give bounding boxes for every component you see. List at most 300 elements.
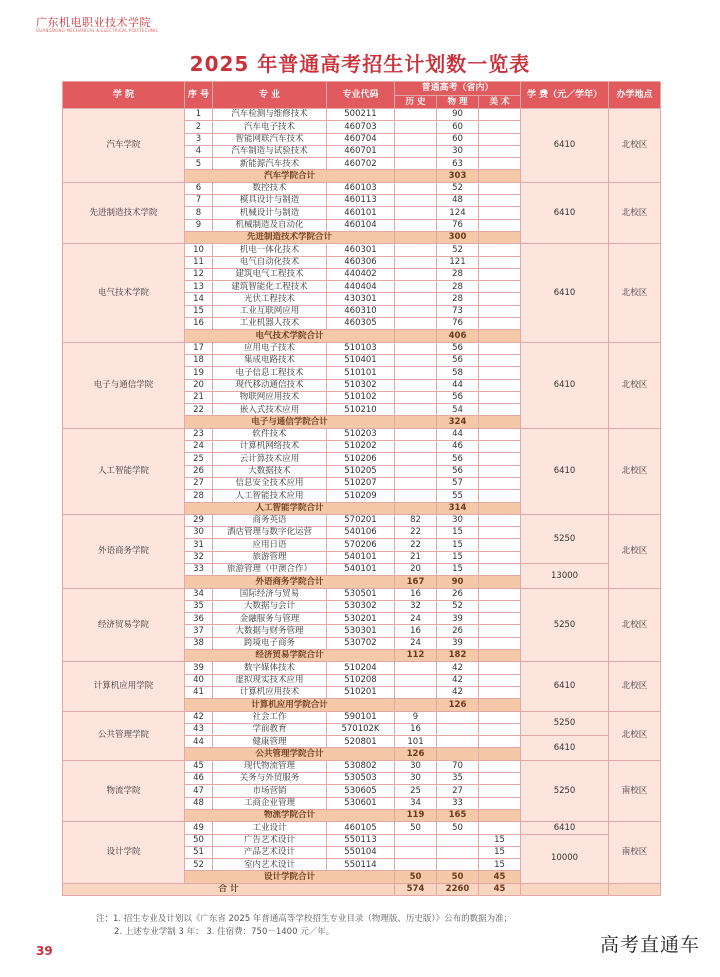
row-no: 13 <box>185 281 213 293</box>
row-no: 24 <box>185 441 213 453</box>
campus-cell: 北校区 <box>609 428 661 514</box>
physics-count: 15 <box>437 551 479 563</box>
physics-count: 48 <box>437 195 479 207</box>
row-no: 45 <box>185 760 213 772</box>
college-name-cell: 人工智能学院 <box>63 428 185 514</box>
art-count <box>479 822 521 834</box>
table-body <box>63 109 661 896</box>
major-code: 510210 <box>327 404 395 416</box>
history-count: 16 <box>395 723 437 735</box>
col-campus: 办学地点 <box>609 82 661 109</box>
major-name: 室内艺术设计 <box>213 859 327 871</box>
physics-count: 60 <box>437 121 479 133</box>
physics-count <box>437 859 479 871</box>
history-count <box>395 379 437 391</box>
row-no: 20 <box>185 379 213 391</box>
major-code: 510201 <box>327 686 395 698</box>
physics-count: 26 <box>437 588 479 600</box>
subtotal-label: 电气技术学院合计 <box>185 330 395 342</box>
fee-cell: 13000 <box>521 563 609 588</box>
college-name-cell: 外语商务学院 <box>63 514 185 588</box>
table-row <box>63 182 661 194</box>
major-code: 530503 <box>327 773 395 785</box>
row-no: 16 <box>185 318 213 330</box>
art-count <box>479 145 521 157</box>
table-row <box>63 662 661 674</box>
major-name: 关务与外贸服务 <box>213 773 327 785</box>
row-no: 35 <box>185 600 213 612</box>
subtotal-label: 人工智能学院合计 <box>185 502 395 514</box>
college-name-cell: 物流学院 <box>63 760 185 821</box>
row-no: 14 <box>185 293 213 305</box>
major-code: 510204 <box>327 662 395 674</box>
subtotal-art <box>479 809 521 821</box>
art-count: 15 <box>479 834 521 846</box>
major-code: 460704 <box>327 133 395 145</box>
physics-count: 42 <box>437 674 479 686</box>
major-name: 建筑电气工程技术 <box>213 268 327 280</box>
col-plan: 普通高考（省内） <box>395 82 521 96</box>
major-name: 健康管理 <box>213 736 327 748</box>
art-count <box>479 465 521 477</box>
major-code: 460306 <box>327 256 395 268</box>
major-name: 计算机应用技术 <box>213 686 327 698</box>
art-count <box>479 281 521 293</box>
subtotal-label: 公共管理学院合计 <box>185 748 395 760</box>
table-row <box>63 428 661 440</box>
row-no: 30 <box>185 527 213 539</box>
subtotal-art <box>479 699 521 711</box>
major-name: 广告艺术设计 <box>213 834 327 846</box>
physics-count: 39 <box>437 637 479 649</box>
row-no: 28 <box>185 490 213 502</box>
art-count <box>479 785 521 797</box>
fee-cell: 6410 <box>521 736 609 761</box>
subtotal-physics: 303 <box>437 170 479 182</box>
art-count <box>479 268 521 280</box>
major-name: 智能网联汽车技术 <box>213 133 327 145</box>
major-code: 430301 <box>327 293 395 305</box>
row-no: 33 <box>185 563 213 575</box>
physics-count: 56 <box>437 391 479 403</box>
physics-count: 90 <box>437 109 479 121</box>
major-code: 550113 <box>327 834 395 846</box>
history-count: 20 <box>395 563 437 575</box>
major-code: 550114 <box>327 859 395 871</box>
art-count <box>479 797 521 809</box>
art-count <box>479 391 521 403</box>
physics-count <box>437 834 479 846</box>
physics-count <box>437 846 479 858</box>
major-code: 530601 <box>327 797 395 809</box>
major-code: 440402 <box>327 268 395 280</box>
subtotal-art <box>479 502 521 514</box>
art-count <box>479 625 521 637</box>
row-no: 7 <box>185 195 213 207</box>
physics-count: 56 <box>437 453 479 465</box>
history-count: 30 <box>395 773 437 785</box>
table-row <box>63 244 661 256</box>
row-no: 6 <box>185 182 213 194</box>
major-name: 工业互联网应用 <box>213 305 327 317</box>
subtotal-history <box>395 502 437 514</box>
art-count <box>479 379 521 391</box>
major-name: 酒店管理与数字化运营 <box>213 527 327 539</box>
art-count <box>479 404 521 416</box>
row-no: 11 <box>185 256 213 268</box>
major-name: 大数据与财务管理 <box>213 625 327 637</box>
art-count <box>479 662 521 674</box>
major-code: 530605 <box>327 785 395 797</box>
major-code: 590101 <box>327 711 395 723</box>
art-count <box>479 674 521 686</box>
campus-cell: 北校区 <box>609 711 661 760</box>
major-name: 跨境电子商务 <box>213 637 327 649</box>
history-count <box>395 256 437 268</box>
history-count <box>395 133 437 145</box>
fee-cell: 6410 <box>521 109 609 183</box>
fee-cell: 6410 <box>521 822 609 834</box>
college-name-cell: 公共管理学院 <box>63 711 185 760</box>
physics-count: 42 <box>437 662 479 674</box>
art-count <box>479 563 521 575</box>
major-code: 540101 <box>327 563 395 575</box>
major-name: 应用日语 <box>213 539 327 551</box>
major-code: 460305 <box>327 318 395 330</box>
major-name: 机械制造及自动化 <box>213 219 327 231</box>
history-count <box>395 158 437 170</box>
major-name: 工业设计 <box>213 822 327 834</box>
major-name: 商务英语 <box>213 514 327 526</box>
art-count <box>479 318 521 330</box>
total-history: 574 <box>395 883 437 895</box>
history-count: 32 <box>395 600 437 612</box>
row-no: 12 <box>185 268 213 280</box>
major-code: 500211 <box>327 109 395 121</box>
major-name: 旅游管理（中澳合作） <box>213 563 327 575</box>
physics-count: 15 <box>437 539 479 551</box>
row-no: 37 <box>185 625 213 637</box>
subtotal-label: 经济贸易学院合计 <box>185 650 395 662</box>
row-no: 32 <box>185 551 213 563</box>
major-code: 530702 <box>327 637 395 649</box>
table-row <box>63 514 661 526</box>
history-count: 24 <box>395 613 437 625</box>
physics-count: 63 <box>437 158 479 170</box>
physics-count <box>437 723 479 735</box>
history-count: 82 <box>395 514 437 526</box>
row-no: 10 <box>185 244 213 256</box>
major-name: 现代物流管理 <box>213 760 327 772</box>
physics-count: 15 <box>437 563 479 575</box>
subtotal-history <box>395 699 437 711</box>
physics-count: 39 <box>437 613 479 625</box>
subtotal-physics: 165 <box>437 809 479 821</box>
art-count <box>479 158 521 170</box>
fee-cell: 10000 <box>521 834 609 883</box>
fee-cell: 5250 <box>521 588 609 662</box>
history-count: 16 <box>395 625 437 637</box>
major-name: 云计算技术应用 <box>213 453 327 465</box>
major-code: 510202 <box>327 441 395 453</box>
subtotal-history: 119 <box>395 809 437 821</box>
subtotal-history <box>395 170 437 182</box>
campus-cell: 北校区 <box>609 662 661 711</box>
art-count <box>479 342 521 354</box>
physics-count: 56 <box>437 465 479 477</box>
art-count <box>479 760 521 772</box>
major-name: 数控技术 <box>213 182 327 194</box>
history-count: 34 <box>395 797 437 809</box>
major-code: 570102K <box>327 723 395 735</box>
major-code: 460702 <box>327 158 395 170</box>
row-no: 47 <box>185 785 213 797</box>
major-code: 460310 <box>327 305 395 317</box>
major-name: 建筑智能化工程技术 <box>213 281 327 293</box>
subtotal-history <box>395 416 437 428</box>
row-no: 27 <box>185 477 213 489</box>
subtotal-physics: 324 <box>437 416 479 428</box>
major-name: 国际经济与贸易 <box>213 588 327 600</box>
campus-cell: 北校区 <box>609 342 661 428</box>
major-code: 540101 <box>327 551 395 563</box>
art-count <box>479 736 521 748</box>
row-no: 18 <box>185 354 213 366</box>
table-row <box>63 342 661 354</box>
art-count <box>479 637 521 649</box>
physics-count: 52 <box>437 182 479 194</box>
major-name: 汽车制造与试验技术 <box>213 145 327 157</box>
art-count <box>479 490 521 502</box>
col-college: 学 院 <box>63 82 185 109</box>
art-count <box>479 219 521 231</box>
art-count <box>479 367 521 379</box>
subtotal-label: 先进制造技术学院合计 <box>185 231 395 243</box>
history-count <box>395 834 437 846</box>
note-line-2: 2. 上述专业学制 3 年； 3. 住宿费：750－1400 元／年。 <box>114 927 335 937</box>
subtotal-label: 物流学院合计 <box>185 809 395 821</box>
physics-count: 56 <box>437 342 479 354</box>
college-name-cell: 经济贸易学院 <box>63 588 185 662</box>
art-count <box>479 121 521 133</box>
college-name-cell: 汽车学院 <box>63 109 185 183</box>
major-code: 460701 <box>327 145 395 157</box>
watermark: 高考直通车 <box>599 934 700 956</box>
physics-count: 52 <box>437 600 479 612</box>
history-count <box>395 441 437 453</box>
row-no: 23 <box>185 428 213 440</box>
major-name: 现代移动通信技术 <box>213 379 327 391</box>
total-label: 合 计 <box>63 883 395 895</box>
physics-count: 15 <box>437 527 479 539</box>
subtotal-physics <box>437 748 479 760</box>
history-count <box>395 465 437 477</box>
major-code: 510205 <box>327 465 395 477</box>
physics-count: 70 <box>437 760 479 772</box>
physics-count: 60 <box>437 133 479 145</box>
physics-count: 121 <box>437 256 479 268</box>
major-name: 物联网应用技术 <box>213 391 327 403</box>
major-name: 软件技术 <box>213 428 327 440</box>
row-no: 5 <box>185 158 213 170</box>
physics-count: 30 <box>437 514 479 526</box>
history-count <box>395 219 437 231</box>
subtotal-physics: 182 <box>437 650 479 662</box>
history-count: 50 <box>395 822 437 834</box>
major-code: 530802 <box>327 760 395 772</box>
subtotal-art <box>479 650 521 662</box>
major-code: 510302 <box>327 379 395 391</box>
college-name-cell: 电子与通信学院 <box>63 342 185 428</box>
major-code: 460301 <box>327 244 395 256</box>
history-count <box>395 453 437 465</box>
major-name: 虚拟现实技术应用 <box>213 674 327 686</box>
art-count <box>479 305 521 317</box>
history-count: 30 <box>395 760 437 772</box>
physics-count: 76 <box>437 318 479 330</box>
school-name: 广东机电职业技术学院 <box>36 16 151 29</box>
major-name: 人工智能技术应用 <box>213 490 327 502</box>
art-count <box>479 527 521 539</box>
row-no: 25 <box>185 453 213 465</box>
history-count <box>395 846 437 858</box>
row-no: 31 <box>185 539 213 551</box>
history-count <box>395 121 437 133</box>
row-no: 52 <box>185 859 213 871</box>
art-count <box>479 354 521 366</box>
subtotal-label: 设计学院合计 <box>185 871 395 883</box>
subtotal-art <box>479 416 521 428</box>
history-count <box>395 354 437 366</box>
major-code: 510209 <box>327 490 395 502</box>
history-count: 22 <box>395 539 437 551</box>
major-name: 电气自动化技术 <box>213 256 327 268</box>
row-no: 34 <box>185 588 213 600</box>
history-count <box>395 367 437 379</box>
page-title: 2025 年普通高考招生计划数一览表 <box>189 52 531 76</box>
major-name: 产品艺术设计 <box>213 846 327 858</box>
row-no: 3 <box>185 133 213 145</box>
total-physics: 2260 <box>437 883 479 895</box>
physics-count: 44 <box>437 428 479 440</box>
major-name: 大数据技术 <box>213 465 327 477</box>
history-count <box>395 305 437 317</box>
physics-count: 55 <box>437 490 479 502</box>
row-no: 43 <box>185 723 213 735</box>
row-no: 44 <box>185 736 213 748</box>
subtotal-label: 外语商务学院合计 <box>185 576 395 588</box>
major-code: 570206 <box>327 539 395 551</box>
campus-cell: 北校区 <box>609 109 661 183</box>
row-no: 1 <box>185 109 213 121</box>
history-count <box>395 207 437 219</box>
physics-count: 26 <box>437 625 479 637</box>
physics-count: 56 <box>437 354 479 366</box>
row-no: 41 <box>185 686 213 698</box>
campus-cell: 南校区 <box>609 760 661 821</box>
history-count <box>395 342 437 354</box>
art-count <box>479 207 521 219</box>
subtotal-label: 计算机应用学院合计 <box>185 699 395 711</box>
history-count <box>395 318 437 330</box>
college-name-cell: 设计学院 <box>63 822 185 883</box>
physics-count <box>437 736 479 748</box>
major-code: 510207 <box>327 477 395 489</box>
physics-count: 28 <box>437 293 479 305</box>
history-count <box>395 859 437 871</box>
physics-count <box>437 711 479 723</box>
row-no: 4 <box>185 145 213 157</box>
subtotal-art <box>479 748 521 760</box>
physics-count: 42 <box>437 686 479 698</box>
major-name: 光伏工程技术 <box>213 293 327 305</box>
row-no: 40 <box>185 674 213 686</box>
row-no: 8 <box>185 207 213 219</box>
total-art: 45 <box>479 883 521 895</box>
college-name-cell: 电气技术学院 <box>63 244 185 342</box>
art-count <box>479 244 521 256</box>
subtotal-art <box>479 231 521 243</box>
major-code: 530501 <box>327 588 395 600</box>
campus-cell: 北校区 <box>609 588 661 662</box>
major-name: 电子信息工程技术 <box>213 367 327 379</box>
fee-cell: 5250 <box>521 760 609 821</box>
major-code: 510208 <box>327 674 395 686</box>
major-name: 工商企业管理 <box>213 797 327 809</box>
row-no: 26 <box>185 465 213 477</box>
physics-count: 27 <box>437 785 479 797</box>
school-name-en: GUANGDONG MECHANICAL & ELECTRICAL POLYTECHNIC <box>36 28 159 33</box>
physics-count: 50 <box>437 822 479 834</box>
major-name: 汽车电子技术 <box>213 121 327 133</box>
campus-cell: 北校区 <box>609 514 661 588</box>
art-count <box>479 453 521 465</box>
physics-count: 76 <box>437 219 479 231</box>
art-count <box>479 441 521 453</box>
major-code: 540106 <box>327 527 395 539</box>
table-row <box>63 822 661 834</box>
col-history: 历 史 <box>395 96 437 109</box>
row-no: 39 <box>185 662 213 674</box>
major-name: 数字媒体技术 <box>213 662 327 674</box>
notes <box>96 913 512 939</box>
major-name: 社会工作 <box>213 711 327 723</box>
subtotal-history <box>395 231 437 243</box>
subtotal-history <box>395 330 437 342</box>
physics-count: 46 <box>437 441 479 453</box>
art-count <box>479 428 521 440</box>
physics-count: 73 <box>437 305 479 317</box>
art-count <box>479 588 521 600</box>
art-count <box>479 551 521 563</box>
top-header <box>0 0 720 36</box>
major-name: 机械设计与制造 <box>213 207 327 219</box>
major-code: 510203 <box>327 428 395 440</box>
major-code: 460113 <box>327 195 395 207</box>
history-count: 9 <box>395 711 437 723</box>
subtotal-art <box>479 330 521 342</box>
art-count <box>479 256 521 268</box>
art-count <box>479 182 521 194</box>
major-code: 530301 <box>327 625 395 637</box>
row-no: 46 <box>185 773 213 785</box>
fee-cell: 6410 <box>521 244 609 342</box>
col-no: 序 号 <box>185 82 213 109</box>
subtotal-art <box>479 576 521 588</box>
row-no: 36 <box>185 613 213 625</box>
major-name: 信息安全技术应用 <box>213 477 327 489</box>
major-code: 440404 <box>327 281 395 293</box>
